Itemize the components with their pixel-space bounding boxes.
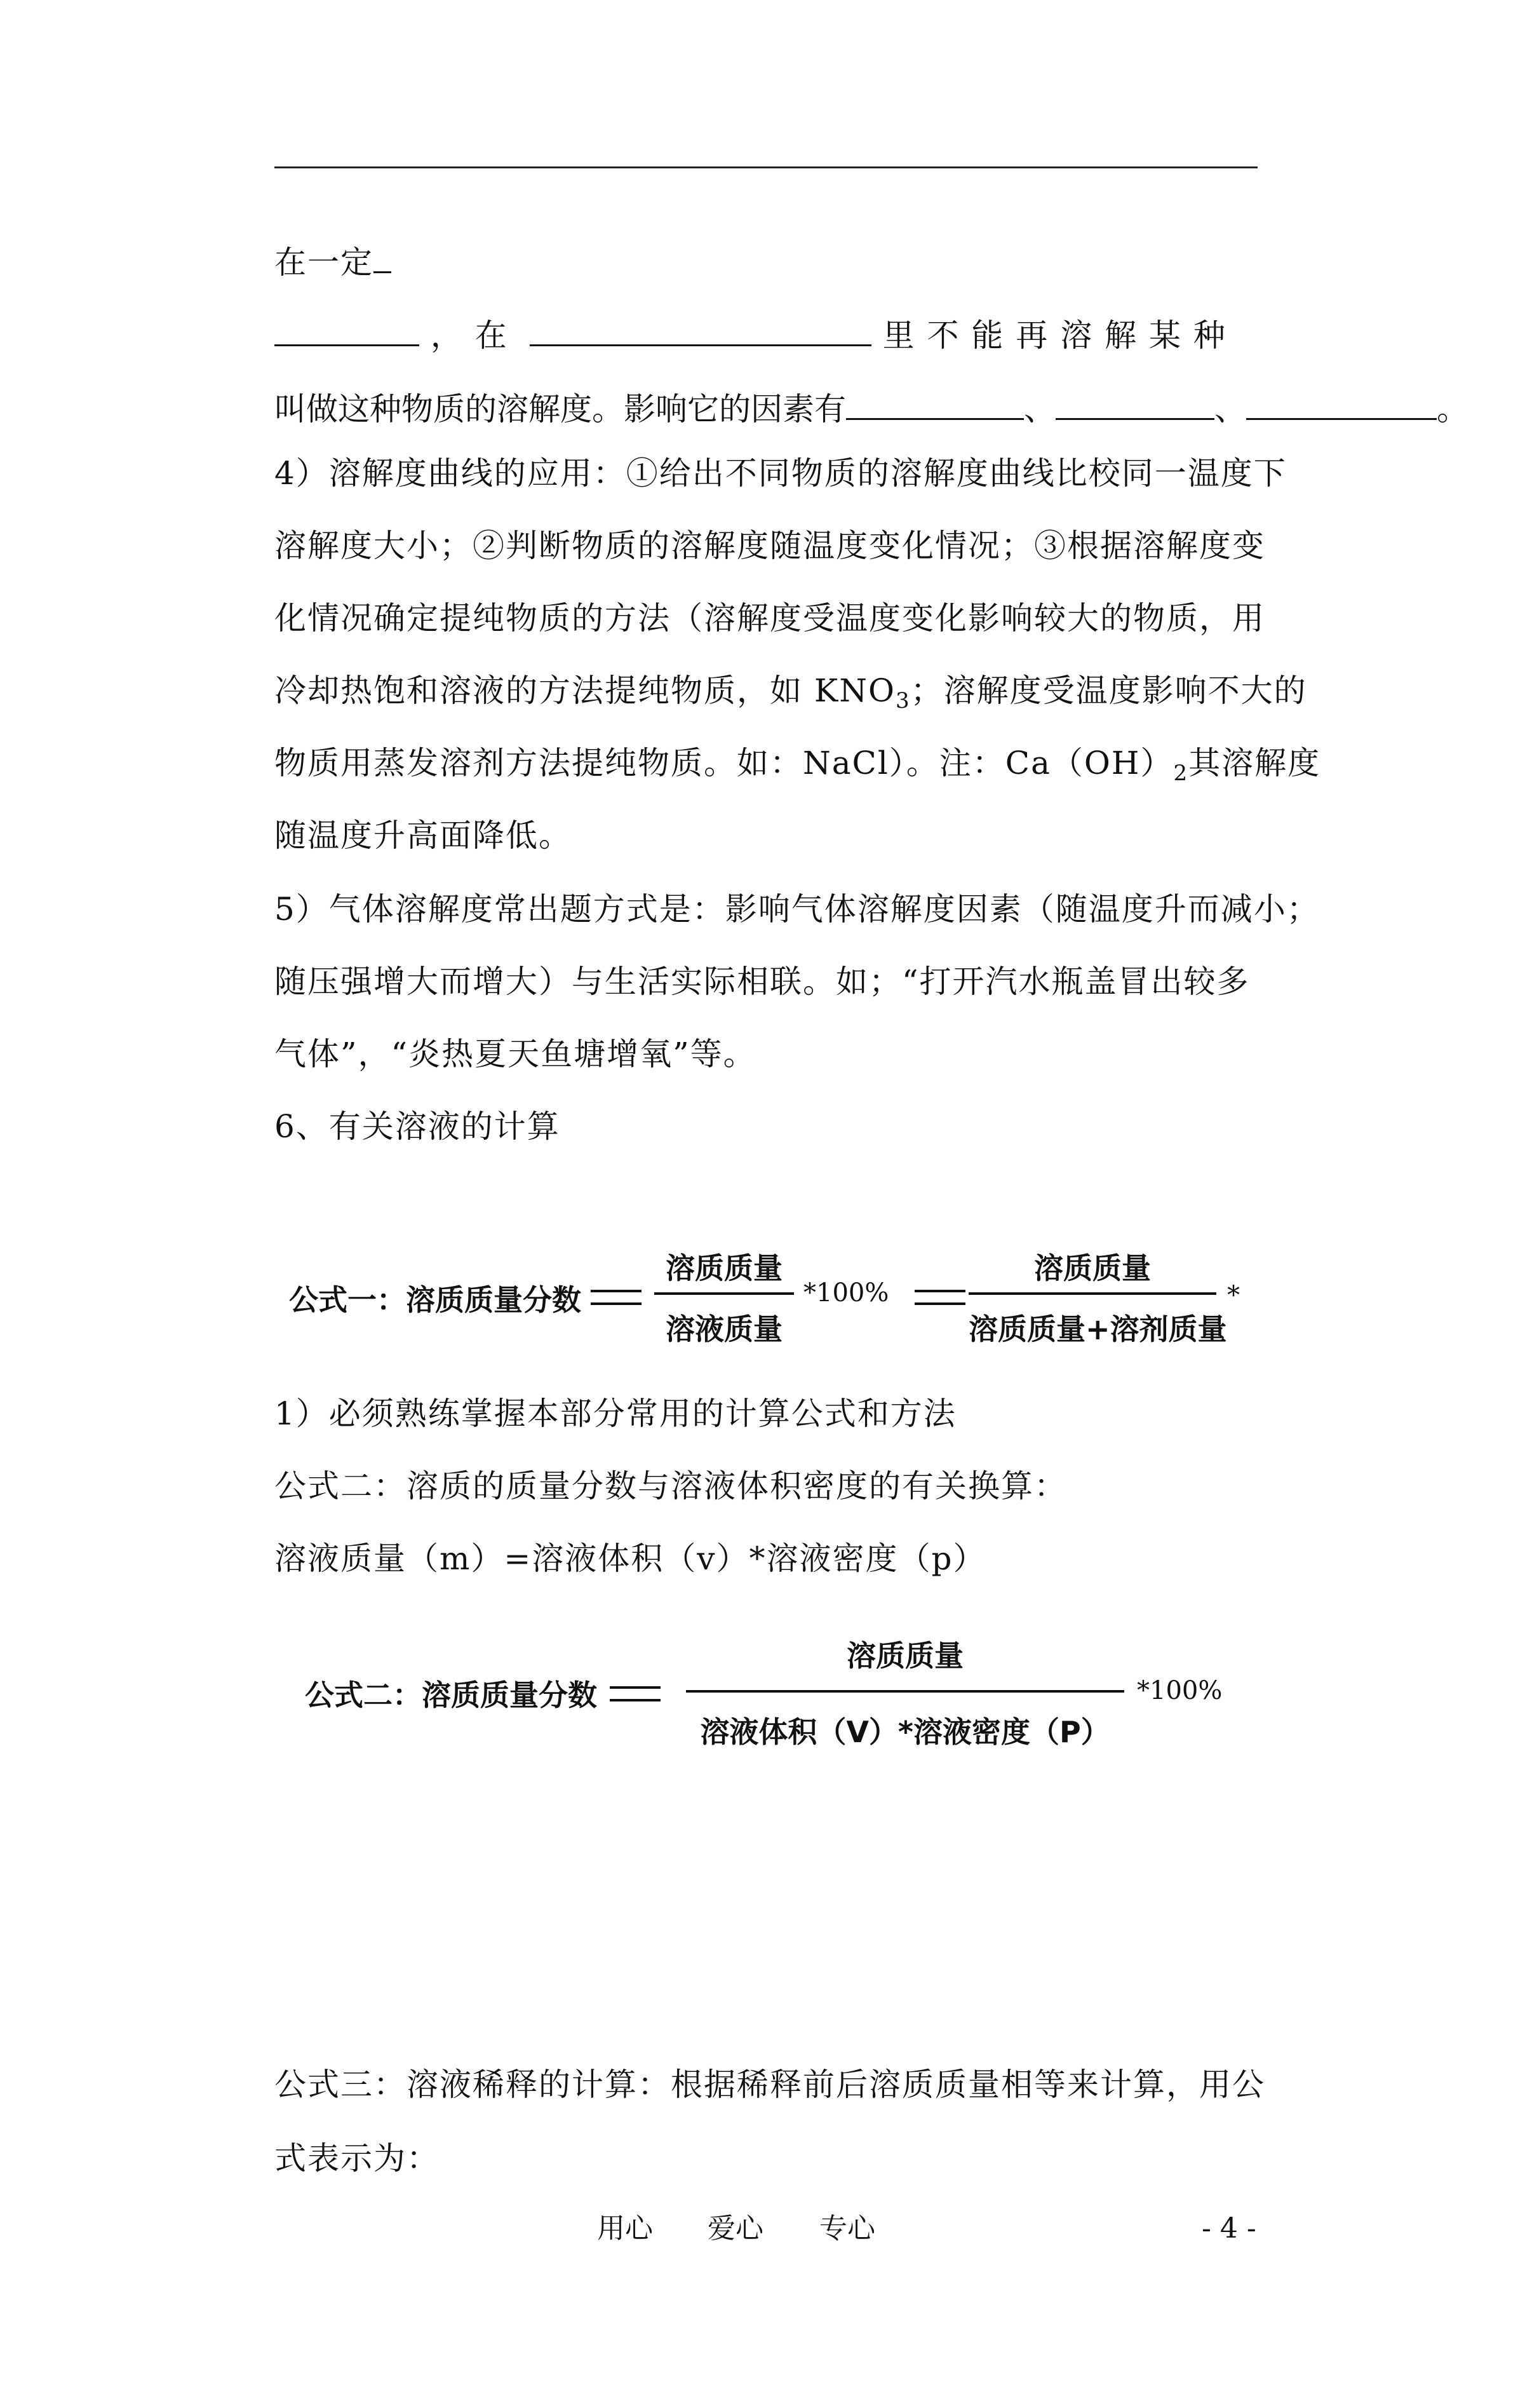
- multiplier: *: [1227, 1281, 1240, 1310]
- section-heading: 6、有关溶液的计算: [274, 1108, 560, 1145]
- footer-slogan: 用心: [597, 2212, 653, 2245]
- text-line: 公式三：溶液稀释的计算：根据稀释前后溶质质量相等来计算，用公: [274, 2066, 1265, 2103]
- blank: [373, 238, 391, 273]
- text-line: 物质用蒸发溶剂方法提纯物质。如：NaCl）。注：$Ca(OH)_2$其溶解度: [274, 745, 1321, 786]
- page-number: - 4 -: [1202, 2212, 1256, 2245]
- text-line: 5）气体溶解度常出题方式是：影响气体溶解度因素（随温度升而减小；: [274, 891, 1320, 928]
- fraction-denominator: 溶液体积（V）*溶液密度（P）: [700, 1715, 1110, 1749]
- blank: [1056, 385, 1214, 420]
- fraction-bar: [969, 1292, 1216, 1295]
- text-line: ， 在 里 不 能 再 溶 解 某 种: [274, 311, 1226, 358]
- fraction-numerator: 溶质质量: [1034, 1251, 1151, 1285]
- text-line: 冷却热饱和溶液的方法提纯物质，如 $KNO_3$；溶解度受温度影响不大的: [274, 672, 1307, 714]
- text-line: 叫做这种物质的溶解度。影响它的因素有 、 、 。: [274, 385, 1468, 431]
- equals-line: [610, 1699, 661, 1701]
- fraction-numerator: 溶质质量: [847, 1639, 964, 1673]
- fraction-denominator: 溶液质量: [666, 1312, 783, 1346]
- formula-label: 公式一：溶质质量分数: [289, 1283, 581, 1317]
- fraction-bar: [654, 1292, 794, 1295]
- text-line: 气体”，“炎热夏天鱼塘增氧”等。: [274, 1036, 756, 1072]
- equals-line: [915, 1302, 965, 1305]
- fraction-bar: [686, 1690, 1124, 1693]
- text-line: 1）必须熟练掌握本部分常用的计算公式和方法: [274, 1395, 957, 1432]
- blank: [1246, 385, 1437, 420]
- equals-line: [915, 1290, 965, 1292]
- text-line: 溶液质量（m）=溶液体积（v）*溶液密度（p）: [274, 1540, 986, 1577]
- footer-slogan: 专心: [819, 2212, 875, 2245]
- text-line: 式表示为：: [274, 2140, 440, 2177]
- equals-line: [591, 1302, 642, 1305]
- blank: [274, 311, 419, 346]
- text-line: 随压强增大而增大）与生活实际相联。如；“打开汽水瓶盖冒出较多: [274, 963, 1250, 1000]
- text-line: 溶解度大小；②判断物质的溶解度随温度变化情况；③根据溶解度变: [274, 527, 1265, 564]
- formula-label: 公式二：溶质质量分数: [305, 1678, 597, 1712]
- blank: [846, 385, 1024, 420]
- multiplier: *100%: [1137, 1676, 1223, 1705]
- equals-line: [591, 1290, 642, 1292]
- text-line: 在一定: [274, 238, 391, 285]
- text-line: 公式二：溶质的质量分数与溶液体积密度的有关换算：: [274, 1468, 1067, 1505]
- blank: [530, 311, 871, 346]
- text-line: 随温度升高面降低。: [274, 817, 572, 854]
- header-rule: [274, 166, 1258, 168]
- text-line: 化情况确定提纯物质的方法（溶解度受温度变化影响较大的物质，用: [274, 600, 1265, 637]
- fraction-denominator: 溶质质量+溶剂质量: [969, 1312, 1227, 1346]
- text-line: 4）溶解度曲线的应用：①给出不同物质的溶解度曲线比校同一温度下: [274, 455, 1287, 492]
- fraction-numerator: 溶质质量: [666, 1251, 783, 1285]
- footer-slogan: 爱心: [708, 2212, 763, 2245]
- equals-line: [610, 1686, 661, 1689]
- multiplier: *100%: [803, 1278, 889, 1308]
